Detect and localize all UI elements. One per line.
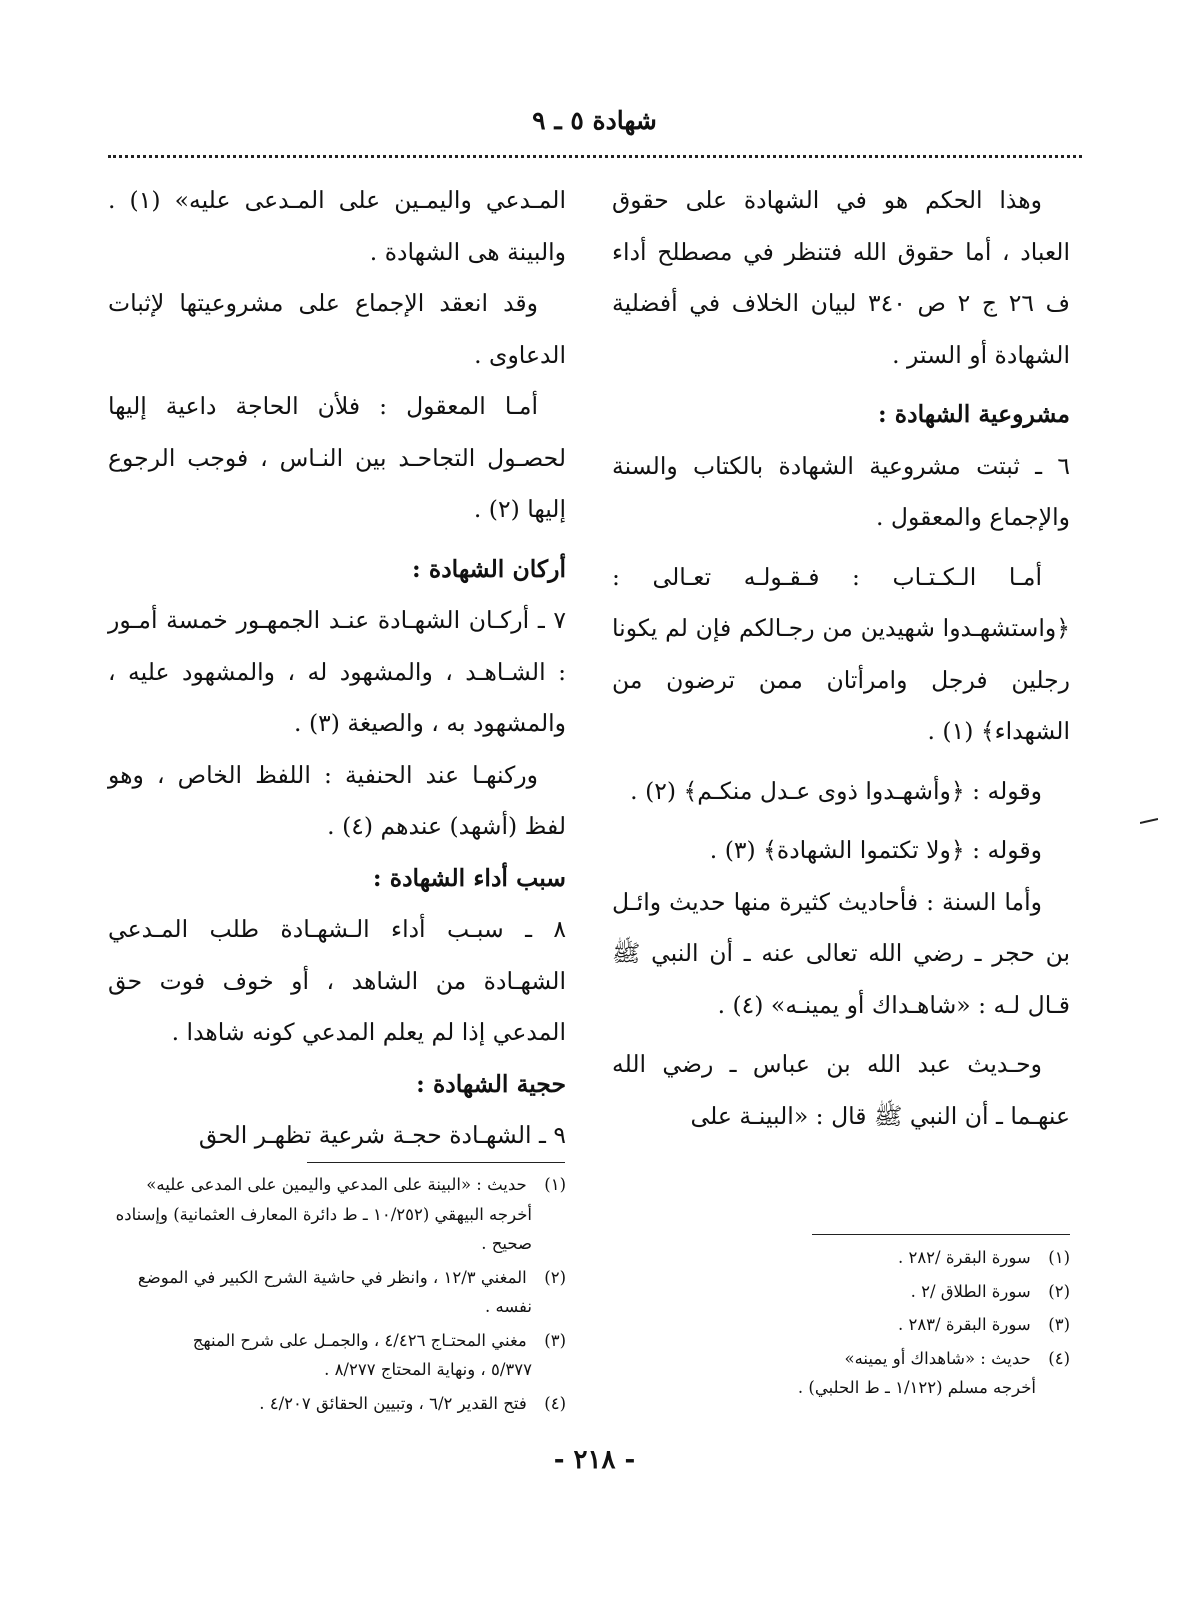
header-dotted-rule <box>108 155 1082 158</box>
right-column <box>612 175 1070 1142</box>
footnote-number: (٢) <box>544 1267 566 1287</box>
paragraph-sunnah: وأما السنة : فأحاديث كثيرة منها حديث وائـل بن حجر ـ رضي الله تعالى عنه ـ أن النبي ﷺ قـال لـه : «شاهـداك أو يمينـه» (٤) . <box>612 887 1070 1019</box>
paragraph-hanafi: وركنهـا عند الحنفية : اللفظ الخاص ، وهو لفظ (أشهد) عندهم (٤) . <box>108 760 566 840</box>
footnote-rule-right <box>812 1234 1070 1235</box>
running-header: شهادة ٥ ـ ٩ <box>532 106 657 135</box>
footnote-text: مغني المحتـاج ٤/٤٢٦ ، والجمـل على شرح المنهج <box>192 1330 527 1350</box>
paragraph-quran-2: وقوله : ﴿وأشهـدوا ذوى عـدل منكـم﴾ (٢) . <box>630 776 1042 805</box>
paragraph-8: ٨ ـ سبـب أداء الـشهـادة طلب المـدعي الشهـادة من الشاهد ، أو خوف فوت حق المدعي إذا لم يعلم المدعي كونه شاهدا . <box>108 915 566 1046</box>
footnote-text: حديث : «البينة على المدعي واليمين على المدعى عليه» <box>146 1175 527 1194</box>
section-heading-authority: حجية الشهادة : <box>416 1069 566 1098</box>
footnotes-right <box>700 1243 1070 1407</box>
margin-mark-icon <box>1140 818 1158 824</box>
footnote-number: (٤) <box>544 1393 566 1413</box>
footnote-number: (٣) <box>1048 1315 1070 1334</box>
paragraph-quran-3: وقوله : ﴿ولا تكتموا الشهادة﴾ (٣) . <box>709 836 1042 864</box>
paragraph-9: ٩ ـ الشهـادة حجـة شرعية تظهـر الحق <box>198 1121 566 1149</box>
left-column <box>108 175 566 1162</box>
paragraph-6: ٦ ـ ثبتت مشروعية الشهادة بالكتاب والسنة والإجماع والمعقول . <box>612 451 1070 531</box>
footnote-continuation: أخرجه مسلم (١/١٢٢ ـ ط الحلبي) . <box>797 1378 1036 1397</box>
footnote-rule-left <box>307 1162 565 1163</box>
footnote-item <box>700 1344 1070 1403</box>
section-heading-legitimacy: مشروعية الشهادة : <box>877 400 1070 428</box>
page-number: - ٢١٨ - <box>553 1445 636 1475</box>
footnote-item <box>108 1326 566 1385</box>
paragraph-hadith-ibn-abbas: وحـديث عبد الله بن عباس ـ رضي الله عنهـما ـ أن النبي ﷺ قال : «البينـة على <box>612 1050 1070 1130</box>
footnote-item <box>700 1277 1070 1307</box>
footnote-text: فتح القدير ٦/٢ ، وتبيين الحقائق ٤/٢٠٧ . <box>259 1393 527 1413</box>
footnote-number: (٤) <box>1048 1348 1070 1368</box>
paragraph-ijma: وقد انعقد الإجماع على مشروعيتها لإثبات الدعاوى . <box>108 289 566 369</box>
paragraph-continuation: المـدعي واليمـين على المـدعى عليه» (١) . والبينة هى الشهادة . <box>108 186 566 266</box>
footnote-text: سورة البقرة /٢٨٣ . <box>897 1315 1031 1334</box>
footnote-item <box>108 1170 566 1259</box>
paragraph-7: ٧ ـ أركـان الشهـادة عنـد الجمهـور خمسة أمـور : الشـاهـد ، والمشهود له ، والمشهود عليه ، والمشهود به ، والصيغة (٣) . <box>108 606 566 737</box>
footnote-continuation: ٥/٣٧٧ ، ونهاية المحتاج ٨/٢٧٧ . <box>324 1360 532 1379</box>
paragraph-ruling: وهذا الحكم هو في الشهادة على حقوق العباد ، أما حقوق الله فتنظر في مصطلح أداء ف ٢٦ ج ٢ ص ٣٤٠ لبيان الخلاف في أفضلية الشهادة أو الستر . <box>612 186 1070 369</box>
footnote-number: (١) <box>544 1175 566 1194</box>
footnotes-left <box>108 1170 566 1422</box>
footnote-continuation: نفسه . <box>485 1297 532 1316</box>
footnote-text: سورة البقرة /٢٨٢ . <box>897 1248 1031 1267</box>
footnote-item <box>108 1389 566 1419</box>
footnote-number: (٢) <box>1048 1281 1070 1301</box>
footnote-text: حديث : «شاهداك أو يمينه» <box>844 1348 1031 1368</box>
footnote-item <box>700 1243 1070 1273</box>
footnote-number: (٣) <box>544 1330 566 1350</box>
footnote-item <box>700 1310 1070 1340</box>
footnote-number: (١) <box>1048 1248 1070 1267</box>
section-heading-pillars: أركان الشهادة : <box>412 554 566 583</box>
footnote-item <box>108 1263 566 1322</box>
footnote-text: سورة الطلاق /٢ . <box>910 1281 1031 1301</box>
footnote-text: المغني ١٢/٣ ، وانظر في حاشية الشرح الكبير في الموضع <box>137 1267 527 1287</box>
paragraph-reason: أمـا المعقول : فلأن الحاجة داعية إليها لحصـول التجاحـد بين النـاس ، فوجب الرجوع إليها (٢) . <box>108 392 566 523</box>
section-heading-cause: سبب أداء الشهادة : <box>372 863 566 892</box>
paragraph-quran: أمـا الـكـتـاب : فـقـولـه تعـالى : ﴿واستشهـدوا شهيدين من رجـالكم فإن لم يكونا رجلين فرجل وامرأتان ممن ترضون من الشهداء﴾ (١) . <box>612 562 1070 745</box>
footnote-continuation: أخرجه البيهقي (١٠/٢٥٢ ـ ط دائرة المعارف العثمانية) وإسناده صحيح . <box>115 1204 532 1253</box>
